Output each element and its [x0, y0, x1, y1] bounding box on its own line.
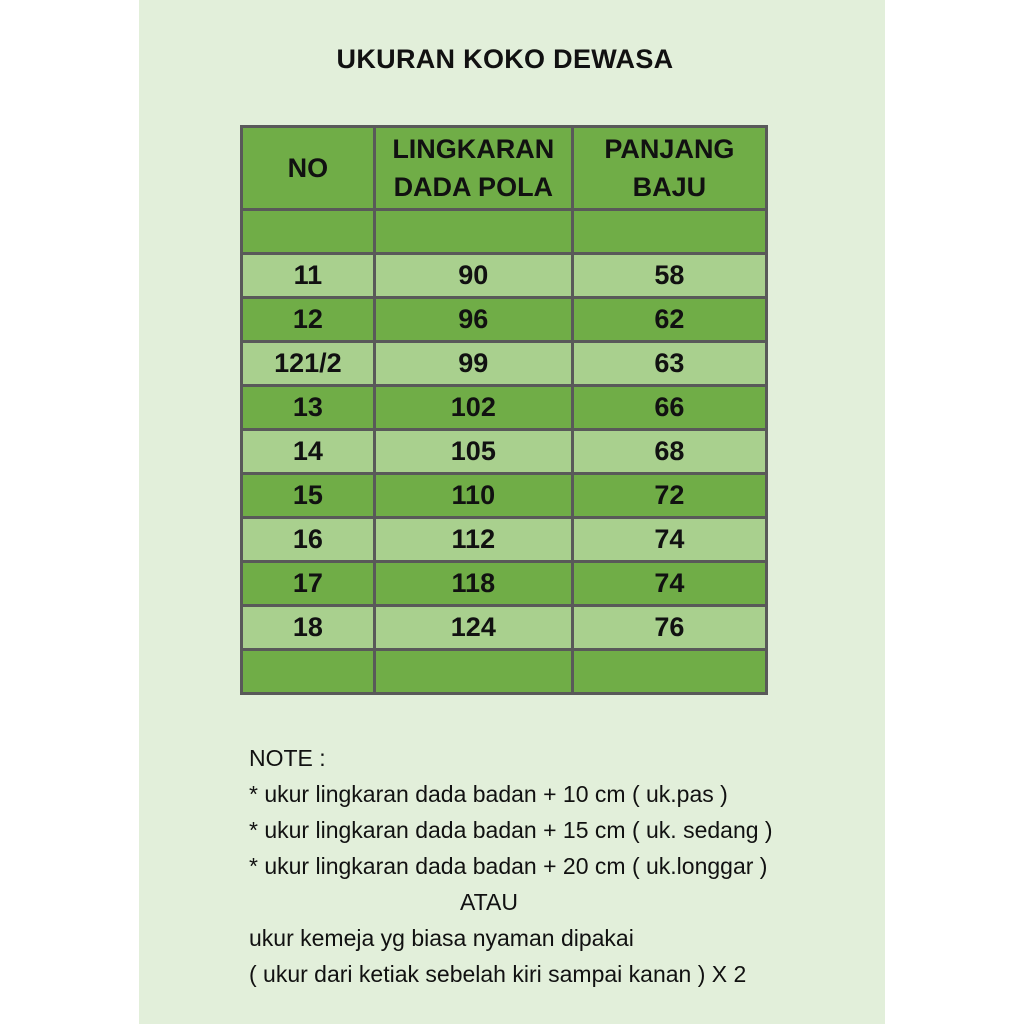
cell-no: 11 — [242, 254, 375, 298]
cell-lingkaran-dada: 90 — [374, 254, 572, 298]
cell-panjang-baju — [572, 650, 766, 694]
header-lingkaran-dada — [374, 127, 572, 210]
cell-panjang-baju: 76 — [572, 606, 766, 650]
cell-panjang-baju: 63 — [572, 342, 766, 386]
cell-no: 13 — [242, 386, 375, 430]
cell-lingkaran-dada: 102 — [374, 386, 572, 430]
table-row — [242, 474, 767, 518]
table-body — [242, 210, 767, 694]
header-no-line1: NO — [287, 153, 329, 183]
cell-panjang-baju: 74 — [572, 518, 766, 562]
cell-panjang-baju: 72 — [572, 474, 766, 518]
cell-lingkaran-dada: 124 — [374, 606, 572, 650]
cell-no: 18 — [242, 606, 375, 650]
header-panjang-line1: PANJANG — [604, 134, 735, 164]
cell-lingkaran-dada — [374, 650, 572, 694]
notes-or: ATAU — [460, 889, 518, 915]
table-row — [242, 298, 767, 342]
header-panjang-line2: BAJU — [632, 172, 707, 202]
table-row — [242, 562, 767, 606]
notes-extra-line2: ( ukur dari ketiak sebelah kiri sampai kanan ) X 2 — [249, 961, 747, 987]
notes-heading: NOTE : — [249, 745, 326, 771]
cell-panjang-baju: 66 — [572, 386, 766, 430]
notes-section — [249, 740, 773, 992]
cell-panjang-baju: 62 — [572, 298, 766, 342]
cell-no: 17 — [242, 562, 375, 606]
size-chart-page — [139, 0, 885, 1024]
cell-lingkaran-dada: 96 — [374, 298, 572, 342]
note-item: * ukur lingkaran dada badan + 15 cm ( uk. sedang ) — [249, 817, 773, 843]
header-no — [242, 127, 375, 210]
cell-no: 16 — [242, 518, 375, 562]
table-row — [242, 210, 767, 254]
table-header-row — [242, 127, 767, 210]
cell-panjang-baju — [572, 210, 766, 254]
table-row — [242, 518, 767, 562]
table-row — [242, 430, 767, 474]
cell-lingkaran-dada: 105 — [374, 430, 572, 474]
note-item: * ukur lingkaran dada badan + 20 cm ( uk.longgar ) — [249, 853, 768, 879]
note-item: * ukur lingkaran dada badan + 10 cm ( uk.pas ) — [249, 781, 728, 807]
page-title: UKURAN KOKO DEWASA — [336, 44, 674, 74]
table-row — [242, 606, 767, 650]
cell-no: 15 — [242, 474, 375, 518]
cell-lingkaran-dada: 118 — [374, 562, 572, 606]
notes-extra-line1: ukur kemeja yg biasa nyaman dipakai — [249, 925, 634, 951]
header-lingkaran-line1: LINGKARAN — [392, 134, 555, 164]
cell-no — [242, 650, 375, 694]
cell-no: 121/2 — [242, 342, 375, 386]
header-lingkaran-line2: DADA POLA — [393, 172, 554, 202]
cell-no: 14 — [242, 430, 375, 474]
table-row — [242, 254, 767, 298]
cell-lingkaran-dada — [374, 210, 572, 254]
cell-no: 12 — [242, 298, 375, 342]
table-row — [242, 342, 767, 386]
cell-lingkaran-dada: 99 — [374, 342, 572, 386]
cell-lingkaran-dada: 112 — [374, 518, 572, 562]
cell-panjang-baju: 68 — [572, 430, 766, 474]
cell-lingkaran-dada: 110 — [374, 474, 572, 518]
cell-panjang-baju: 58 — [572, 254, 766, 298]
cell-panjang-baju: 74 — [572, 562, 766, 606]
size-table — [240, 125, 768, 695]
table-row — [242, 650, 767, 694]
cell-no — [242, 210, 375, 254]
header-panjang-baju — [572, 127, 766, 210]
table-row — [242, 386, 767, 430]
